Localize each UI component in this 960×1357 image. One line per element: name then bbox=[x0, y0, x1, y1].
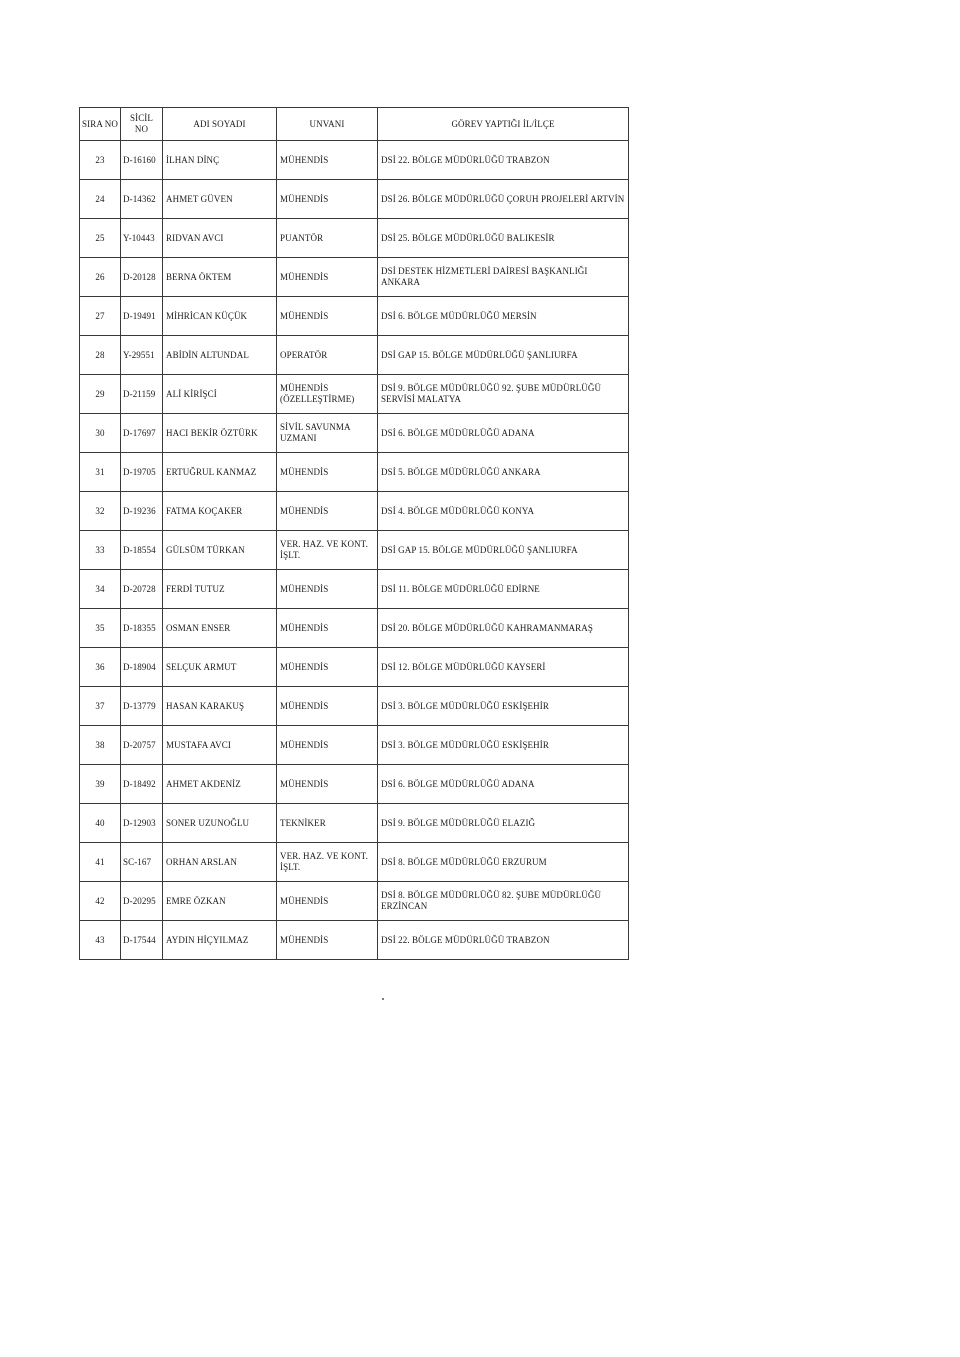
table-row bbox=[80, 921, 629, 960]
cell-sira-no: 25 bbox=[80, 219, 121, 258]
cell-sicil-no: D-20128 bbox=[121, 258, 163, 297]
cell-unvani: VER. HAZ. VE KONT. İŞLT. bbox=[277, 843, 378, 882]
cell-adi-soyadi: RIDVAN AVCI bbox=[163, 219, 277, 258]
table-row bbox=[80, 219, 629, 258]
table-row bbox=[80, 765, 629, 804]
cell-adi-soyadi: ERTUĞRUL KANMAZ bbox=[163, 453, 277, 492]
table-row bbox=[80, 180, 629, 219]
cell-sira-no: 30 bbox=[80, 414, 121, 453]
cell-sicil-no: D-18904 bbox=[121, 648, 163, 687]
cell-sira-no: 38 bbox=[80, 726, 121, 765]
cell-unvani: MÜHENDİS bbox=[277, 726, 378, 765]
cell-sira-no: 31 bbox=[80, 453, 121, 492]
cell-unvani: MÜHENDİS bbox=[277, 297, 378, 336]
header-gorev-yeri: GÖREV YAPTIĞI İL/İLÇE bbox=[378, 108, 629, 141]
cell-sicil-no: D-16160 bbox=[121, 141, 163, 180]
cell-unvani: OPERATÖR bbox=[277, 336, 378, 375]
cell-unvani: MÜHENDİS bbox=[277, 258, 378, 297]
cell-unvani: MÜHENDİS (ÖZELLEŞTİRME) bbox=[277, 375, 378, 414]
scan-speck bbox=[382, 998, 384, 1000]
cell-sicil-no: D-20728 bbox=[121, 570, 163, 609]
cell-adi-soyadi: GÜLSÜM TÜRKAN bbox=[163, 531, 277, 570]
cell-sira-no: 41 bbox=[80, 843, 121, 882]
cell-sicil-no: D-20757 bbox=[121, 726, 163, 765]
table-row bbox=[80, 453, 629, 492]
table-row bbox=[80, 141, 629, 180]
cell-adi-soyadi: FERDİ TUTUZ bbox=[163, 570, 277, 609]
cell-gorev-yeri: DSİ 3. BÖLGE MÜDÜRLÜĞÜ ESKİŞEHİR bbox=[378, 726, 629, 765]
cell-adi-soyadi: HASAN KARAKUŞ bbox=[163, 687, 277, 726]
cell-sira-no: 42 bbox=[80, 882, 121, 921]
cell-sicil-no: D-13779 bbox=[121, 687, 163, 726]
cell-adi-soyadi: FATMA KOÇAKER bbox=[163, 492, 277, 531]
cell-sicil-no: SC-167 bbox=[121, 843, 163, 882]
cell-gorev-yeri: DSİ 6. BÖLGE MÜDÜRLÜĞÜ ADANA bbox=[378, 765, 629, 804]
table-row bbox=[80, 609, 629, 648]
table-row bbox=[80, 297, 629, 336]
cell-gorev-yeri: DSİ 5. BÖLGE MÜDÜRLÜĞÜ ANKARA bbox=[378, 453, 629, 492]
table-row bbox=[80, 804, 629, 843]
cell-unvani: MÜHENDİS bbox=[277, 609, 378, 648]
header-adi-soyadi: ADI SOYADI bbox=[163, 108, 277, 141]
header-sira-no: SIRA NO bbox=[80, 108, 121, 141]
table-header-row bbox=[80, 108, 629, 141]
cell-unvani: MÜHENDİS bbox=[277, 687, 378, 726]
cell-gorev-yeri: DSİ 9. BÖLGE MÜDÜRLÜĞÜ ELAZIĞ bbox=[378, 804, 629, 843]
cell-adi-soyadi: ABİDİN ALTUNDAL bbox=[163, 336, 277, 375]
cell-adi-soyadi: MUSTAFA AVCI bbox=[163, 726, 277, 765]
cell-sicil-no: D-14362 bbox=[121, 180, 163, 219]
cell-gorev-yeri: DSİ GAP 15. BÖLGE MÜDÜRLÜĞÜ ŞANLIURFA bbox=[378, 336, 629, 375]
cell-gorev-yeri: DSİ 20. BÖLGE MÜDÜRLÜĞÜ KAHRAMANMARAŞ bbox=[378, 609, 629, 648]
cell-adi-soyadi: SONER UZUNOĞLU bbox=[163, 804, 277, 843]
cell-gorev-yeri: DSİ 8. BÖLGE MÜDÜRLÜĞÜ ERZURUM bbox=[378, 843, 629, 882]
cell-sicil-no: D-19705 bbox=[121, 453, 163, 492]
cell-gorev-yeri: DSİ 6. BÖLGE MÜDÜRLÜĞÜ MERSİN bbox=[378, 297, 629, 336]
cell-gorev-yeri: DSİ 11. BÖLGE MÜDÜRLÜĞÜ EDİRNE bbox=[378, 570, 629, 609]
cell-gorev-yeri: DSİ 26. BÖLGE MÜDÜRLÜĞÜ ÇORUH PROJELERİ ARTVİN bbox=[378, 180, 629, 219]
cell-sira-no: 26 bbox=[80, 258, 121, 297]
cell-unvani: VER. HAZ. VE KONT. İŞLT. bbox=[277, 531, 378, 570]
cell-sira-no: 24 bbox=[80, 180, 121, 219]
cell-unvani: MÜHENDİS bbox=[277, 570, 378, 609]
cell-sira-no: 32 bbox=[80, 492, 121, 531]
cell-sira-no: 23 bbox=[80, 141, 121, 180]
cell-sicil-no: D-18355 bbox=[121, 609, 163, 648]
cell-sicil-no: Y-10443 bbox=[121, 219, 163, 258]
cell-sira-no: 35 bbox=[80, 609, 121, 648]
cell-adi-soyadi: AYDIN HİÇYILMAZ bbox=[163, 921, 277, 960]
cell-adi-soyadi: ALİ KİRİŞCİ bbox=[163, 375, 277, 414]
cell-gorev-yeri: DSİ 3. BÖLGE MÜDÜRLÜĞÜ ESKİŞEHİR bbox=[378, 687, 629, 726]
cell-adi-soyadi: SELÇUK ARMUT bbox=[163, 648, 277, 687]
cell-sira-no: 43 bbox=[80, 921, 121, 960]
table-body bbox=[80, 141, 629, 960]
cell-gorev-yeri: DSİ 4. BÖLGE MÜDÜRLÜĞÜ KONYA bbox=[378, 492, 629, 531]
cell-unvani: MÜHENDİS bbox=[277, 882, 378, 921]
cell-unvani: MÜHENDİS bbox=[277, 492, 378, 531]
cell-sicil-no: D-17544 bbox=[121, 921, 163, 960]
cell-unvani: SİVİL SAVUNMA UZMANI bbox=[277, 414, 378, 453]
cell-sira-no: 40 bbox=[80, 804, 121, 843]
cell-unvani: TEKNİKER bbox=[277, 804, 378, 843]
cell-adi-soyadi: HACI BEKİR ÖZTÜRK bbox=[163, 414, 277, 453]
header-sicil-no: SİCİL NO bbox=[121, 108, 163, 141]
cell-sicil-no: D-20295 bbox=[121, 882, 163, 921]
header-unvani: UNVANI bbox=[277, 108, 378, 141]
cell-sicil-no: D-21159 bbox=[121, 375, 163, 414]
cell-sira-no: 33 bbox=[80, 531, 121, 570]
cell-sira-no: 34 bbox=[80, 570, 121, 609]
table-row bbox=[80, 258, 629, 297]
cell-unvani: MÜHENDİS bbox=[277, 765, 378, 804]
table-row bbox=[80, 570, 629, 609]
cell-sicil-no: D-17697 bbox=[121, 414, 163, 453]
personnel-table bbox=[79, 107, 629, 960]
cell-gorev-yeri: DSİ 22. BÖLGE MÜDÜRLÜĞÜ TRABZON bbox=[378, 141, 629, 180]
cell-sicil-no: D-18492 bbox=[121, 765, 163, 804]
cell-sicil-no: D-19236 bbox=[121, 492, 163, 531]
cell-sicil-no: Y-29551 bbox=[121, 336, 163, 375]
table-row bbox=[80, 414, 629, 453]
cell-gorev-yeri: DSİ 6. BÖLGE MÜDÜRLÜĞÜ ADANA bbox=[378, 414, 629, 453]
cell-adi-soyadi: EMRE ÖZKAN bbox=[163, 882, 277, 921]
table-row bbox=[80, 882, 629, 921]
cell-unvani: MÜHENDİS bbox=[277, 921, 378, 960]
cell-gorev-yeri: DSİ 12. BÖLGE MÜDÜRLÜĞÜ KAYSERİ bbox=[378, 648, 629, 687]
cell-gorev-yeri: DSİ 22. BÖLGE MÜDÜRLÜĞÜ TRABZON bbox=[378, 921, 629, 960]
cell-sira-no: 28 bbox=[80, 336, 121, 375]
cell-adi-soyadi: İLHAN DİNÇ bbox=[163, 141, 277, 180]
cell-sicil-no: D-19491 bbox=[121, 297, 163, 336]
cell-sira-no: 27 bbox=[80, 297, 121, 336]
cell-unvani: MÜHENDİS bbox=[277, 453, 378, 492]
cell-unvani: MÜHENDİS bbox=[277, 648, 378, 687]
table-row bbox=[80, 648, 629, 687]
cell-gorev-yeri: DSİ DESTEK HİZMETLERİ DAİRESİ BAŞKANLIĞI ANKARA bbox=[378, 258, 629, 297]
cell-sicil-no: D-18554 bbox=[121, 531, 163, 570]
cell-unvani: MÜHENDİS bbox=[277, 180, 378, 219]
cell-adi-soyadi: AHMET GÜVEN bbox=[163, 180, 277, 219]
cell-sicil-no: D-12903 bbox=[121, 804, 163, 843]
cell-gorev-yeri: DSİ GAP 15. BÖLGE MÜDÜRLÜĞÜ ŞANLIURFA bbox=[378, 531, 629, 570]
table-row bbox=[80, 531, 629, 570]
cell-adi-soyadi: BERNA ÖKTEM bbox=[163, 258, 277, 297]
table-row bbox=[80, 843, 629, 882]
cell-sira-no: 29 bbox=[80, 375, 121, 414]
cell-gorev-yeri: DSİ 25. BÖLGE MÜDÜRLÜĞÜ BALIKESİR bbox=[378, 219, 629, 258]
cell-adi-soyadi: ORHAN ARSLAN bbox=[163, 843, 277, 882]
cell-sira-no: 36 bbox=[80, 648, 121, 687]
cell-unvani: PUANTÖR bbox=[277, 219, 378, 258]
table-row bbox=[80, 726, 629, 765]
table-row bbox=[80, 336, 629, 375]
table-row bbox=[80, 492, 629, 531]
cell-unvani: MÜHENDİS bbox=[277, 141, 378, 180]
table-row bbox=[80, 375, 629, 414]
cell-adi-soyadi: AHMET AKDENİZ bbox=[163, 765, 277, 804]
cell-adi-soyadi: OSMAN ENSER bbox=[163, 609, 277, 648]
cell-gorev-yeri: DSİ 8. BÖLGE MÜDÜRLÜĞÜ 82. ŞUBE MÜDÜRLÜĞÜ ERZİNCAN bbox=[378, 882, 629, 921]
table-row bbox=[80, 687, 629, 726]
cell-adi-soyadi: MİHRİCAN KÜÇÜK bbox=[163, 297, 277, 336]
cell-sira-no: 39 bbox=[80, 765, 121, 804]
cell-gorev-yeri: DSİ 9. BÖLGE MÜDÜRLÜĞÜ 92. ŞUBE MÜDÜRLÜĞÜ SERVİSİ MALATYA bbox=[378, 375, 629, 414]
cell-sira-no: 37 bbox=[80, 687, 121, 726]
